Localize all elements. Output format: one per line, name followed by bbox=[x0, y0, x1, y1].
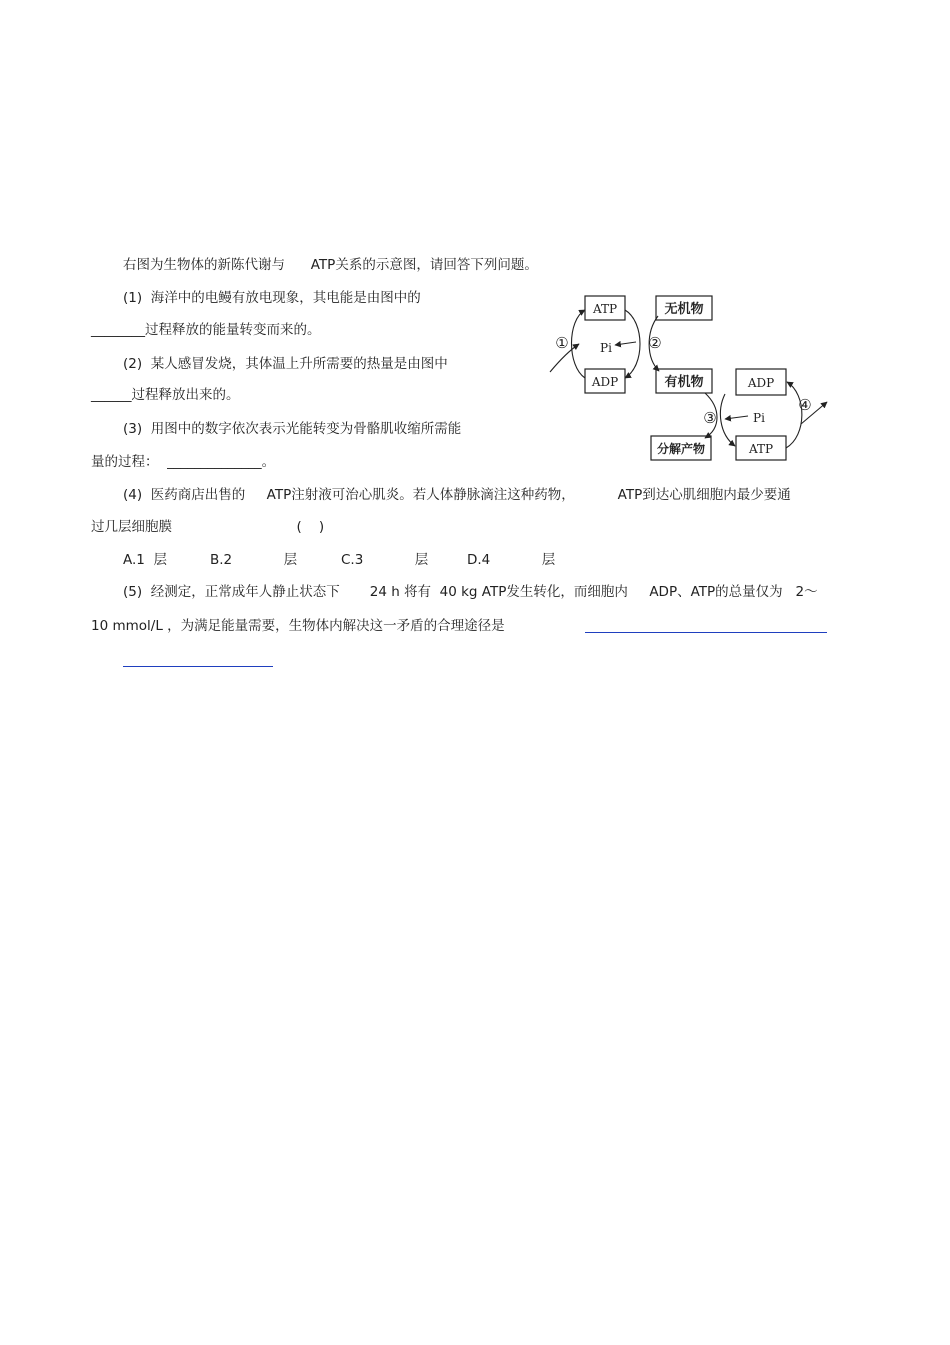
question-4-line-1: (4) 医药商店出售的 ATP注射液可治心肌炎。若人体静脉滴注这种药物， ATP到达心肌细胞内最少要通 bbox=[123, 487, 791, 503]
arrow-to-pi-left bbox=[615, 342, 636, 345]
option-d: D.4 层 bbox=[467, 552, 556, 568]
arc-adp-to-atp-right bbox=[720, 394, 735, 446]
question-1-line-2: ________过程释放的能量转变而来的。 bbox=[91, 322, 321, 338]
question-5-line-1: (5) 经测定，正常成年人静止状态下 24 h 将有 40 kg ATP发生转化，而细胞内 ADP、ATP的总量仅为 2～ bbox=[123, 584, 818, 600]
label-process-3: ③ bbox=[703, 409, 717, 427]
label-process-2: ② bbox=[648, 334, 662, 352]
question-3-line-2: 量的过程： ______________。 bbox=[91, 454, 276, 470]
option-a: A.1 层 bbox=[123, 552, 167, 568]
answer-blank-1 bbox=[585, 632, 827, 633]
atp-cycle-diagram bbox=[545, 288, 845, 468]
question-3-line-1: (3) 用图中的数字依次表示光能转变为骨骼肌收缩所需能 bbox=[123, 421, 462, 437]
label-atp-top: ATP bbox=[592, 302, 618, 316]
label-adp-right: ADP bbox=[747, 376, 775, 390]
label-products: 分解产物 bbox=[656, 442, 706, 456]
label-process-4: ④ bbox=[798, 396, 812, 414]
question-1-line-1: (1) 海洋中的电鳗有放电现象，其电能是由图中的 bbox=[123, 290, 421, 306]
arrow-to-pi-right bbox=[725, 416, 748, 419]
option-b: B.2 层 bbox=[210, 552, 298, 568]
label-adp-top: ADP bbox=[591, 375, 619, 389]
label-pi-left: Pi bbox=[600, 341, 612, 355]
answer-blank-2 bbox=[123, 666, 273, 667]
label-atp-right: ATP bbox=[748, 442, 774, 456]
question-4-line-2: 过几层细胞膜 ( ) bbox=[91, 519, 325, 535]
label-organic: 有机物 bbox=[664, 375, 704, 390]
label-pi-right: Pi bbox=[753, 411, 765, 425]
arc-atp-to-adp bbox=[625, 310, 640, 378]
label-inorganic: 无机物 bbox=[664, 302, 704, 317]
label-process-1: ① bbox=[555, 334, 569, 352]
question-2-line-2: ______过程释放出来的。 bbox=[91, 387, 240, 403]
question-intro: 右图为生物体的新陈代谢与 ATP关系的示意图，请回答下列问题。 bbox=[123, 257, 538, 273]
question-5-line-2: 10 mmol/L ，为满足能量需要，生物体内解决这一矛盾的合理途径是 bbox=[91, 618, 505, 634]
arc-atp-to-adp-right bbox=[786, 382, 802, 448]
question-2-line-1: (2) 某人感冒发烧，其体温上升所需要的热量是由图中 bbox=[123, 356, 448, 372]
option-c: C.3 层 bbox=[341, 552, 429, 568]
